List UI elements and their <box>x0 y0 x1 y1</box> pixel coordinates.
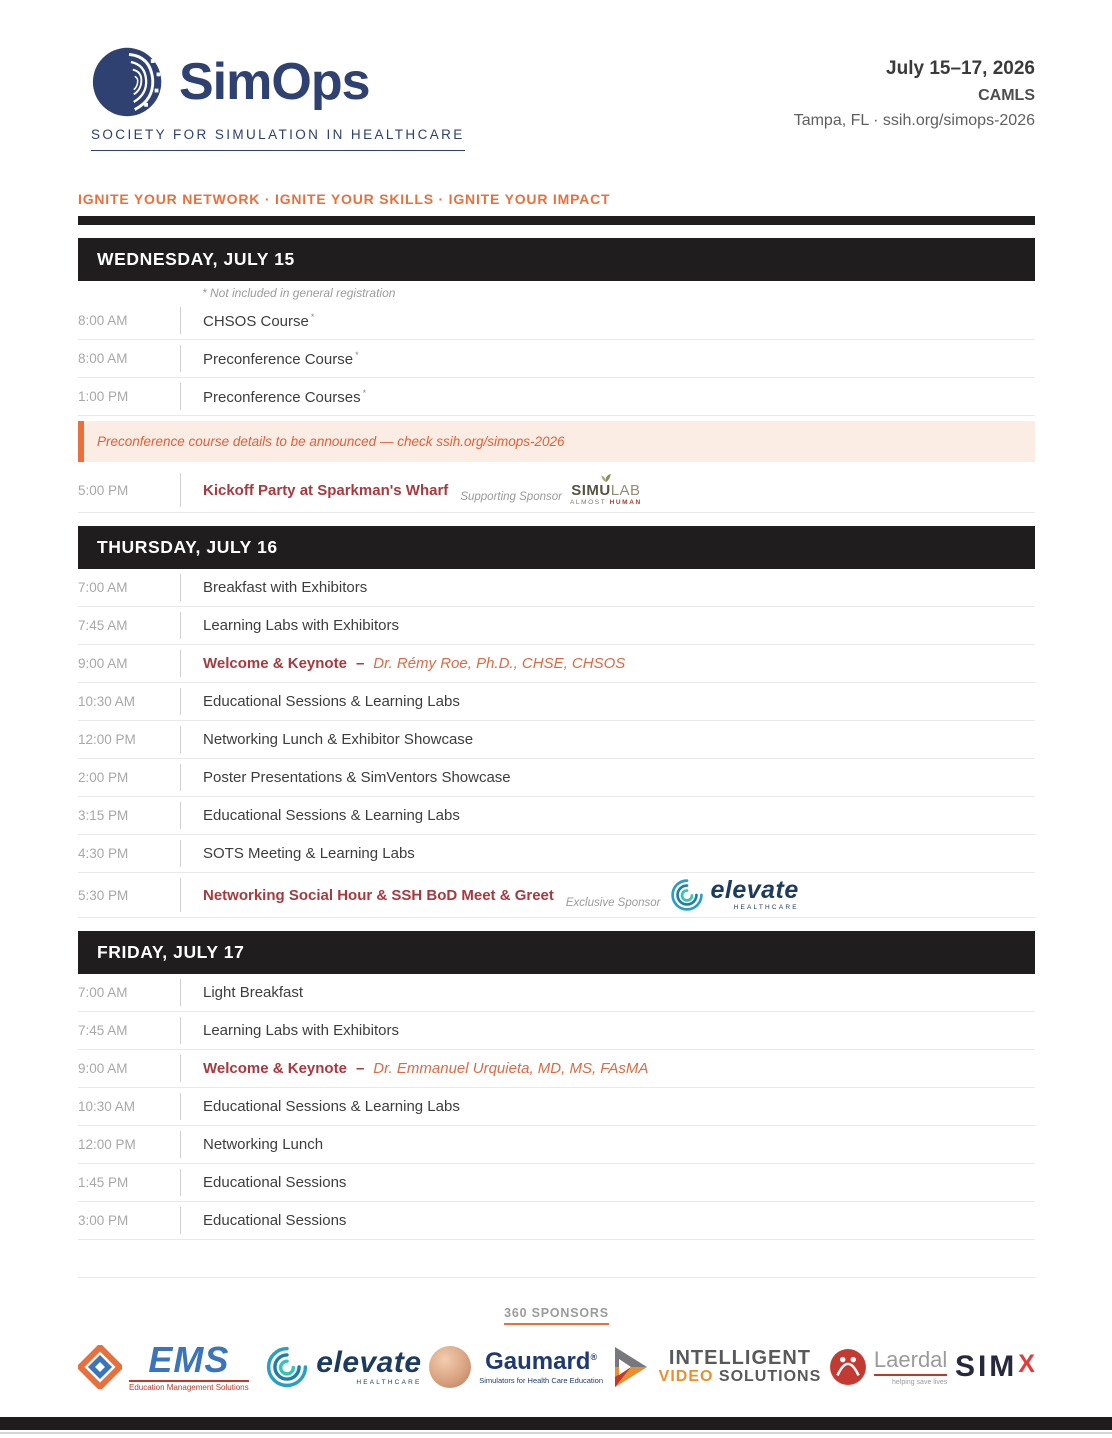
event-location-line <box>794 112 1035 130</box>
session-body <box>181 1022 399 1039</box>
day-title: THURSDAY, JULY 16 <box>97 537 278 557</box>
session-title: Light Breakfast <box>203 984 304 1001</box>
session-body <box>181 1212 346 1229</box>
session-title: Networking Lunch <box>203 1136 324 1153</box>
session-time: 12:00 PM <box>78 1137 136 1152</box>
simx-logo: SIM X <box>954 1350 1035 1383</box>
session-time: 1:00 PM <box>78 389 129 404</box>
day-header-bar <box>78 931 1035 974</box>
ivs-logo: INTELLIGENT VIDEO SOLUTIONS <box>611 1345 822 1389</box>
session-body <box>181 655 625 672</box>
session-asterisk: * <box>362 387 367 398</box>
day-title: FRIDAY, JULY 17 <box>97 942 245 962</box>
day-section <box>78 526 1035 918</box>
schedule-row <box>78 1050 1035 1088</box>
separator-dot: · <box>873 112 879 129</box>
session-body <box>181 1174 346 1191</box>
schedule-row <box>78 378 1035 416</box>
session-title: Welcome & Keynote <box>203 655 347 672</box>
session-time: 3:00 PM <box>78 1213 129 1228</box>
callout-note <box>78 421 1035 462</box>
day-header-bar <box>78 238 1035 281</box>
schedule-row <box>78 1088 1035 1126</box>
schedule-row <box>78 340 1035 378</box>
session-time: 1:45 PM <box>78 1175 129 1190</box>
simops-brand <box>91 44 465 151</box>
logo-subtitle: SOCIETY FOR SIMULATION IN HEALTHCARE <box>91 127 465 151</box>
sponsor-logo-row <box>78 1339 1035 1392</box>
session-title: Learning Labs with Exhibitors <box>203 617 399 634</box>
elevate-logo: elevate HEALTHCARE <box>669 877 799 913</box>
simops-logo-icon <box>91 44 167 120</box>
gaumard-baby-image <box>429 1346 471 1388</box>
session-time: 5:30 PM <box>78 887 129 903</box>
schedule-row <box>78 1012 1035 1050</box>
session-title: Preconference Courses * <box>203 387 367 406</box>
schedule-days <box>78 238 1035 1278</box>
schedule-row <box>78 683 1035 721</box>
session-time: 7:45 AM <box>78 1023 128 1038</box>
sponsors-section <box>78 1304 1035 1392</box>
session-time: 9:00 AM <box>78 656 128 671</box>
schedule-row <box>78 645 1035 683</box>
session-body <box>181 693 460 710</box>
divider-bar <box>78 216 1035 225</box>
gaumard-logo: Gaumard® Simulators for Health Care Education <box>429 1346 603 1388</box>
schedule-row <box>78 1164 1035 1202</box>
day-title: WEDNESDAY, JULY 15 <box>97 249 295 269</box>
footer-bar <box>0 1417 1112 1430</box>
tagline: IGNITE YOUR NETWORK · IGNITE YOUR SKILLS · IGNITE YOUR IMPACT <box>78 191 611 207</box>
session-body <box>181 473 642 507</box>
sponsor-label: Supporting Sponsor <box>460 490 562 503</box>
session-title: Preconference Course * <box>203 349 359 368</box>
page-header <box>78 0 1035 151</box>
schedule-row <box>78 721 1035 759</box>
page-bottom-edge <box>0 1432 1112 1434</box>
event-info <box>794 44 1035 151</box>
session-title: CHSOS Course * <box>203 311 315 330</box>
schedule-row <box>78 974 1035 1012</box>
day-header-bar <box>78 526 1035 569</box>
schedule-row <box>78 873 1035 918</box>
session-title: Learning Labs with Exhibitors <box>203 1022 399 1039</box>
simops-logo-text: SimOps <box>179 53 370 111</box>
session-time: 10:30 AM <box>78 1099 136 1114</box>
schedule-row <box>78 302 1035 340</box>
empty-row <box>78 1240 1035 1278</box>
session-asterisk: * <box>310 311 315 322</box>
session-time: 9:00 AM <box>78 1061 128 1076</box>
session-time: 4:30 PM <box>78 846 129 861</box>
session-body <box>181 617 399 634</box>
session-title: Educational Sessions <box>203 1174 347 1191</box>
session-title: Educational Sessions & Learning Labs <box>203 807 460 824</box>
session-body <box>181 579 367 596</box>
keynote-speaker: Dr. Rémy Roe, Ph.D., CHSE, CHSOS <box>373 655 626 672</box>
schedule-row <box>78 569 1035 607</box>
session-time: 8:00 AM <box>78 351 128 366</box>
session-time: 12:00 PM <box>78 732 136 747</box>
keynote-dash: – <box>355 1060 365 1077</box>
session-asterisk: * <box>355 349 359 360</box>
laerdal-logo: Laerdal helping save lives <box>829 1348 947 1386</box>
callout-text: Preconference course details to be announced — check ssih.org/simops-2026 <box>97 434 565 449</box>
sponsor-label: Exclusive Sponsor <box>565 897 661 909</box>
session-body <box>181 1136 323 1153</box>
schedule-row <box>78 468 1035 513</box>
event-venue: CAMLS <box>978 87 1035 104</box>
day-section <box>78 931 1035 1278</box>
session-body <box>181 877 799 913</box>
session-title: Poster Presentations & SimVentors Showcase <box>203 769 511 786</box>
session-title: Kickoff Party at Sparkman's Wharf <box>203 481 449 499</box>
session-time: 7:00 AM <box>78 985 128 1000</box>
event-city: Tampa, FL <box>793 112 869 129</box>
session-body <box>181 731 473 748</box>
schedule-row <box>78 759 1035 797</box>
session-time: 2:00 PM <box>78 770 129 785</box>
session-body <box>181 984 303 1001</box>
ems-logo: EMS Education Management Solutions <box>78 1342 249 1392</box>
session-body <box>181 312 314 330</box>
session-title: Breakfast with Exhibitors <box>203 579 368 596</box>
day-note: * Not included in general registration <box>202 286 396 300</box>
session-body <box>181 388 366 406</box>
session-time: 3:15 PM <box>78 808 129 823</box>
day-section <box>78 238 1035 513</box>
session-title: Educational Sessions & Learning Labs <box>203 693 460 710</box>
simulab-logo: SIMULAB ALMOST HUMAN <box>570 473 642 507</box>
session-time: 7:45 AM <box>78 618 128 633</box>
session-title: SOTS Meeting & Learning Labs <box>203 845 415 862</box>
session-time: 10:30 AM <box>78 694 136 709</box>
schedule-row <box>78 797 1035 835</box>
elevate-logo: elevate HEALTHCARE <box>264 1344 421 1390</box>
session-title: Networking Social Hour & SSH BoD Meet & Greet <box>203 886 554 904</box>
session-title: Welcome & Keynote <box>203 1060 347 1077</box>
event-dates: July 15–17, 2026 <box>886 58 1035 79</box>
session-body <box>181 1060 648 1077</box>
session-body <box>181 845 415 862</box>
session-body <box>181 807 460 824</box>
event-url[interactable]: ssih.org/simops-2026 <box>882 112 1035 129</box>
keynote-speaker: Dr. Emmanuel Urquieta, MD, MS, FAsMA <box>373 1060 649 1077</box>
session-title: Educational Sessions <box>203 1212 347 1229</box>
session-title: Networking Lunch & Exhibitor Showcase <box>203 731 474 748</box>
session-title: Educational Sessions & Learning Labs <box>203 1098 460 1115</box>
session-body <box>181 350 359 368</box>
session-body <box>181 769 511 786</box>
session-time: 5:00 PM <box>78 482 129 498</box>
schedule-row <box>78 835 1035 873</box>
schedule-row <box>78 607 1035 645</box>
keynote-dash: – <box>355 655 365 672</box>
schedule-row <box>78 1202 1035 1240</box>
sponsors-link[interactable]: 360 SPONSORS <box>504 1306 609 1325</box>
session-body <box>181 1098 460 1115</box>
session-time: 8:00 AM <box>78 313 128 328</box>
schedule-row <box>78 1126 1035 1164</box>
session-time: 7:00 AM <box>78 580 128 595</box>
